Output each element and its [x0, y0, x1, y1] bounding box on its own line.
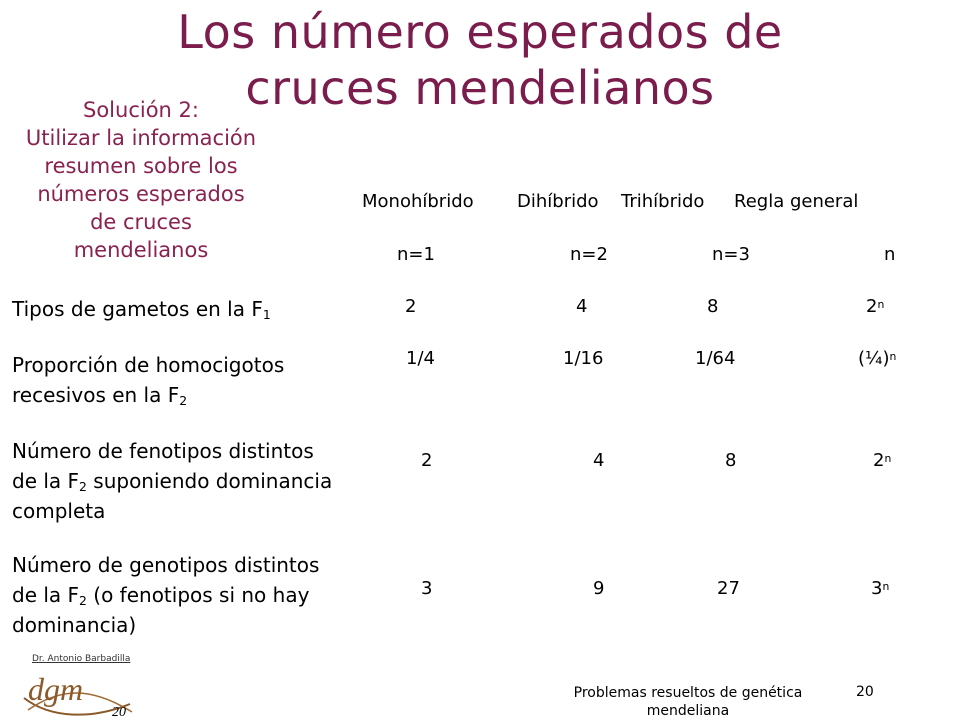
page-number: 20 — [856, 684, 874, 700]
solution-line: mendelianos — [73, 238, 209, 262]
value-gametos-general — [866, 296, 884, 317]
label-text: suponiendo dominancia — [86, 469, 333, 493]
label-subscript: 2 — [79, 593, 87, 608]
value-base: (¼) — [858, 348, 890, 369]
dgm-logo — [20, 668, 150, 720]
label-line: dominancia) — [12, 613, 137, 637]
solution-note — [0, 96, 282, 264]
solution-line: de cruces — [90, 210, 192, 234]
value-fenotipos-tri: 8 — [725, 450, 737, 471]
n-value-2: n=2 — [570, 244, 608, 265]
value-genotipos-tri: 27 — [717, 578, 740, 599]
header-monohibrido: Monohíbrido — [362, 191, 474, 212]
solution-line: Utilizar la información — [25, 126, 257, 150]
author-link[interactable]: Dr. Antonio Barbadilla — [32, 654, 131, 664]
value-exponent: n — [884, 452, 892, 465]
value-base: 2 — [873, 450, 885, 471]
row-label-gametos — [12, 294, 412, 324]
value-homocigotos-mono: 1/4 — [406, 348, 435, 369]
label-text: Tipos de gametos en la F — [12, 297, 263, 321]
value-exponent: n — [877, 298, 885, 311]
row-label-fenotipos — [12, 436, 412, 526]
label-line: Número de genotipos distintos — [12, 553, 320, 577]
value-genotipos-di: 9 — [593, 578, 605, 599]
value-genotipos-mono: 3 — [421, 578, 433, 599]
logo-text: dgm — [28, 671, 84, 707]
value-gametos-di: 4 — [576, 296, 588, 317]
value-gametos-mono: 2 — [405, 296, 417, 317]
title-line-1: Los número esperados de — [177, 5, 783, 59]
footer-line: mendeliana — [646, 703, 730, 719]
label-line: completa — [12, 499, 106, 523]
label-text: (o fenotipos si no hay — [86, 583, 310, 607]
value-genotipos-general — [871, 578, 889, 599]
footer-course-title — [548, 684, 828, 720]
solution-line: Solución 2: — [83, 98, 199, 122]
label-subscript: 2 — [179, 393, 188, 408]
label-line: Proporción de homocigotos — [12, 353, 285, 377]
label-subscript: 1 — [262, 307, 271, 322]
footer-line: Problemas resueltos de genética — [573, 685, 803, 701]
value-homocigotos-di: 1/16 — [563, 348, 604, 369]
value-base: 3 — [871, 578, 883, 599]
label-text: de la F — [12, 583, 80, 607]
row-label-homocigotos — [12, 350, 412, 410]
value-homocigotos-general — [858, 348, 896, 369]
solution-line: resumen sobre los — [44, 154, 238, 178]
label-subscript: 2 — [79, 479, 87, 494]
row-label-genotipos — [12, 550, 412, 640]
n-value-general: n — [884, 244, 896, 265]
value-exponent: n — [882, 580, 890, 593]
solution-line: números esperados — [37, 182, 245, 206]
value-exponent: n — [889, 350, 897, 363]
header-trihibrido: Trihíbrido — [621, 191, 705, 212]
value-fenotipos-general — [873, 450, 891, 471]
n-value-3: n=3 — [712, 244, 750, 265]
value-fenotipos-mono: 2 — [421, 450, 433, 471]
value-fenotipos-di: 4 — [593, 450, 605, 471]
label-text: recesivos en la F — [12, 383, 180, 407]
logo-number: 20 — [112, 705, 126, 720]
header-dihibrido: Dihíbrido — [517, 191, 599, 212]
n-value-1: n=1 — [397, 244, 435, 265]
label-line: Número de fenotipos distintos — [12, 439, 314, 463]
header-regla-general: Regla general — [734, 191, 859, 212]
title-line-2: cruces mendelianos — [245, 61, 715, 115]
value-gametos-tri: 8 — [707, 296, 719, 317]
label-text: de la F — [12, 469, 80, 493]
value-homocigotos-tri: 1/64 — [695, 348, 736, 369]
value-base: 2 — [866, 296, 878, 317]
